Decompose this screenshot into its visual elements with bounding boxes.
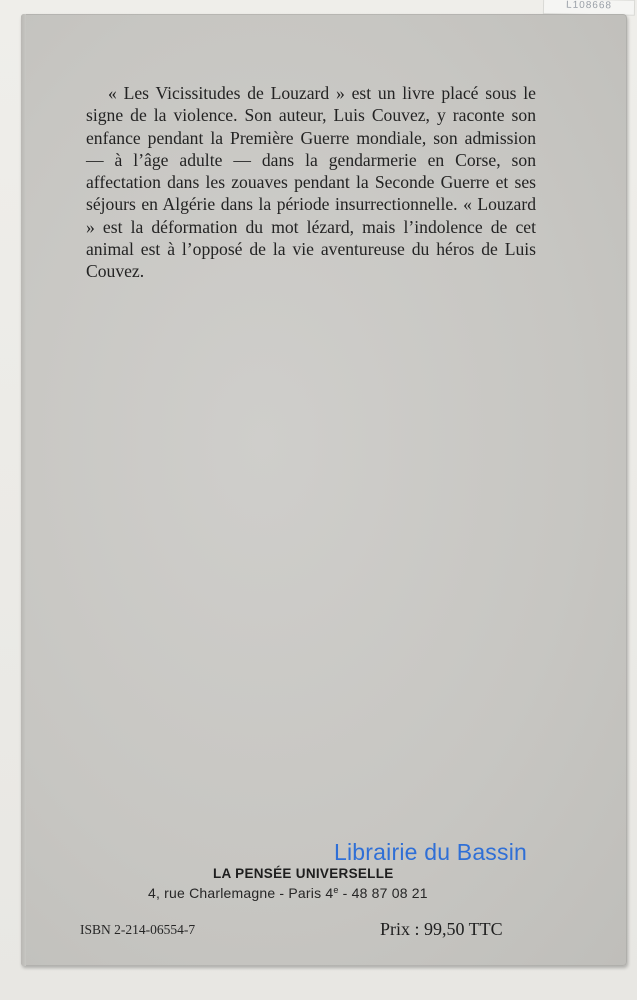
inventory-sticker: L108668 bbox=[543, 0, 635, 16]
address-phone: - 48 87 08 21 bbox=[338, 885, 428, 901]
spine-edge bbox=[21, 14, 26, 966]
publisher-name: LA PENSÉE UNIVERSELLE bbox=[213, 866, 394, 881]
blurb-text: « Les Vicissitudes de Louzard » est un livre placé sous le signe de la violence. Son auteur, Luis Couvez, y raconte son enfance pendant la Première Guerre mondiale, son admission — à l’âge adulte — dans la gendarmerie en Corse, son affectation dans les zouaves pendant la Seconde Guerre et ses séjours en Algérie dans la période insurrectionnelle. « Louzard » est la déformation du mot lézard, mais l’indolence de cet animal est à l’opposé de la vie aventureuse du héros de Luis Couvez. bbox=[86, 83, 536, 282]
bookseller-watermark: Librairie du Bassin bbox=[334, 839, 528, 865]
price: Prix : 99,50 TTC bbox=[380, 919, 503, 939]
address-superscript: e bbox=[333, 885, 339, 895]
publisher-address bbox=[148, 885, 428, 901]
isbn: ISBN 2-214-06554-7 bbox=[80, 922, 196, 937]
address-part: 4, rue Charlemagne - Paris 4 bbox=[148, 885, 334, 901]
